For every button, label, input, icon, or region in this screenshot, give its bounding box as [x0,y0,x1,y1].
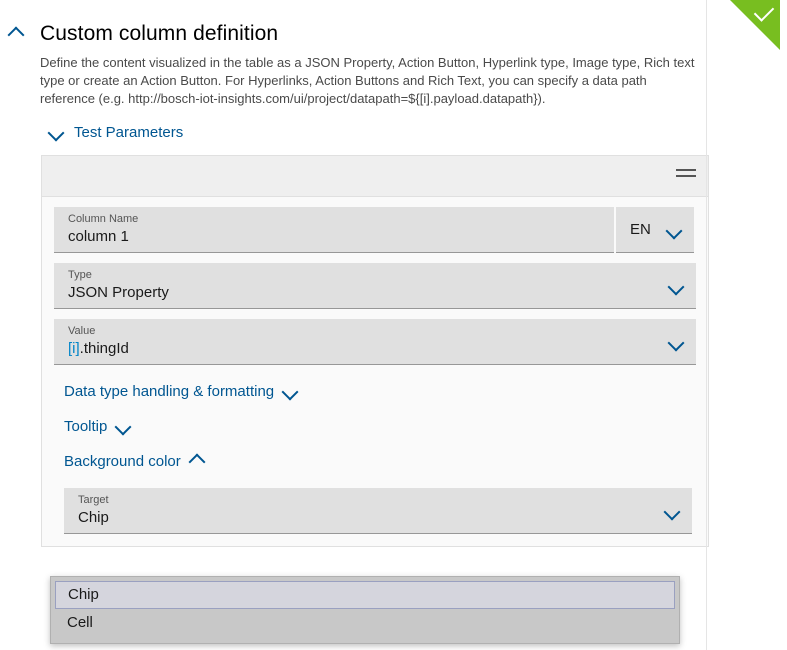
collapse-section-toggle[interactable] [10,28,28,46]
value-select[interactable] [54,319,696,365]
type-label: Type [68,269,92,281]
accordion-tooltip-label: Tooltip [64,418,108,435]
column-name-label: Column Name [68,213,139,225]
dialog-content [40,22,740,547]
value-rest: .thingId [79,340,129,357]
dropdown-option-cell[interactable]: Cell [67,614,93,631]
accordion-data-type-handling-label: Data type handling & formatting [64,383,275,400]
chevron-down-icon [48,124,65,141]
value-value [68,338,686,360]
chevron-down-icon [282,383,299,400]
column-name-value: column 1 [68,228,129,245]
column-name-input[interactable] [54,207,614,253]
chevron-down-icon [115,418,132,435]
test-parameters-toggle[interactable] [50,124,740,141]
target-select[interactable] [64,488,692,534]
language-select[interactable] [616,207,694,253]
value-token: [i] [68,340,80,357]
panel-body [42,197,708,546]
dropdown-option-chip[interactable]: Chip [55,581,675,609]
panel-header [42,156,708,197]
drag-handle-icon[interactable] [676,169,696,181]
accordion-background-color-label: Background color [64,453,181,470]
page-title: Custom column definition [40,22,279,45]
chevron-up-icon [188,453,205,470]
target-dropdown-list[interactable] [50,576,680,644]
type-select[interactable] [54,263,696,309]
language-value: EN [630,221,651,238]
page-description: Define the content visualized in the table as a JSON Property, Action Button, Hyperlink type, Image type, Rich text type or create an Action Button. For Hyperlinks, Action Buttons and Rich Text, you can specify a data path reference (e.g. http://bosch-iot-insights.com/ui/project/datapath=${[i].payload.datapath}). [40,55,695,106]
chevron-up-icon [8,27,25,44]
accordion-tooltip[interactable] [64,418,696,435]
value-label: Value [68,325,96,337]
test-parameters-label: Test Parameters [74,124,184,141]
target-value: Chip [78,509,109,526]
panel-divider [706,0,707,650]
accordion-background-color[interactable] [64,453,696,470]
type-value: JSON Property [68,284,169,301]
column-definition-panel [41,155,709,547]
target-row [64,488,692,534]
accordion-data-type-handling[interactable] [64,383,696,400]
column-name-row [54,207,696,253]
target-label: Target [78,494,109,506]
